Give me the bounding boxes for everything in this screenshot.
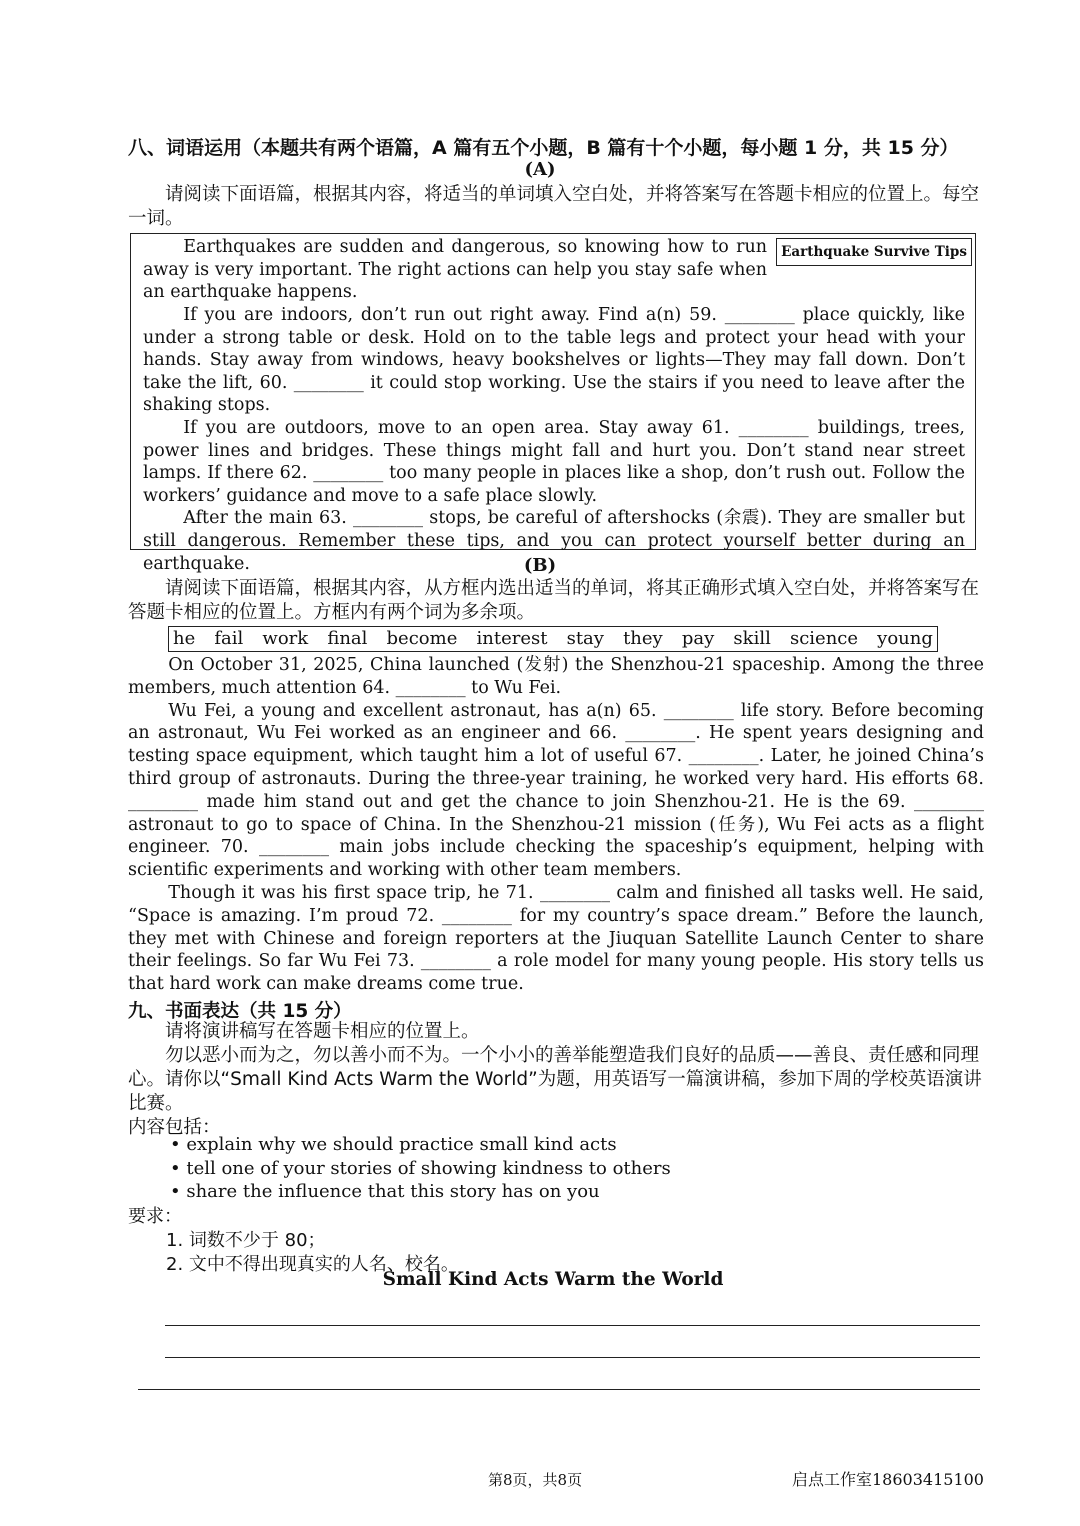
section-9-prompt: 勿以恶小而为之，勿以善小而不为。一个小小的善举能塑造我们良好的品质——善良、责任感和同理心。请你以“Small Kind Acts Warm the World”为题，用英语写一篇演讲稿，参加下周的学校英语演讲比赛。 (128, 1045, 982, 1114)
footer-page-number: 第8页，共8页 (488, 1471, 583, 1489)
requirement-item: 2. 文中不得出现真实的人名、校名。 (166, 1254, 459, 1275)
word-bank-item: become (386, 628, 458, 649)
passage-a-p3: If you are outdoors, move to an open area. Stay away 61. ________ buildings, trees, power lines and bridges. These things might fall and hurt you. Don’t stand near street lamps. If there 62. ________ too many people in places like a shop, don’t rush out. Follow the workers’ guidance and move to a safe place slowly. (143, 417, 965, 506)
word-bank-item: young (877, 628, 933, 649)
section-8-title: 八、词语运用（本题共有两个语篇，A 篇有五个小题，B 篇有十个小题，每小题 1 分，共 15 分） (128, 137, 959, 159)
requirements-label: 要求： (128, 1206, 182, 1227)
tips-title-box: Earthquake Survive Tips (776, 238, 972, 266)
passage-a-p2: If you are indoors, don’t run out right away. Find a(n) 59. ________ place quickly, like under a strong table or desk. Hold on to the table legs and protect your head with your hands. Stay away from windows, heavy bookshelves or lights—They may fall down. Don’t take the lift, 60. ________ it could stop working. Use the stairs if you need to leave after the shaking stops. (143, 305, 965, 416)
section-9-title: 九、书面表达（共 15 分） (128, 1001, 352, 1022)
word-bank-item: he (173, 628, 196, 649)
passage-a-paragraph-1 (143, 236, 767, 304)
bullet-item: • explain why we should practice small kind acts (170, 1133, 671, 1157)
bullet-item: • share the influence that this story has on you (170, 1180, 671, 1204)
word-bank-item: final (327, 628, 368, 649)
passage-a-body (143, 304, 965, 575)
part-b-label: (B) (523, 555, 557, 576)
writing-line[interactable] (165, 1325, 980, 1326)
part-a-passage-box (130, 233, 976, 574)
content-label: 内容包括： (128, 1117, 221, 1138)
section-9-body (128, 1020, 984, 1140)
word-bank-box (168, 626, 938, 652)
passage-b-p1: On October 31, 2025, China launched (发射) the Shenzhou-21 spaceship. Among the three members, much attention 64. ________ to Wu Fei. (128, 655, 984, 698)
essay-title: Small Kind Acts Warm the World (382, 1269, 724, 1290)
part-a-label: (A) (524, 159, 556, 180)
word-bank-item: interest (476, 628, 548, 649)
writing-line[interactable] (165, 1357, 980, 1358)
passage-b-body (128, 654, 984, 996)
word-bank-item: fail (214, 628, 244, 649)
part-b-instruction: 请阅读下面语篇，根据其内容，从方框内选出适当的单词，将其正确形式填入空白处，并将答案写在答题卡相应的位置上。方框内有两个词为多余项。 (128, 578, 980, 623)
passage-b-p3: Though it was his first space trip, he 71. ________ calm and finished all tasks well. He said, “Space is amazing. I’m proud 72. ________ for my country’s space dream.” Before the launch, they met with Chinese and foreign reporters at the Jiuquan Satellite Launch Center to share their feelings. So far Wu Fei 73. ________ a role model for many young people. His story tells us that hard work can make dreams come true. (128, 882, 984, 995)
requirements (128, 1205, 459, 1277)
word-bank-item: pay (681, 628, 715, 649)
word-bank-item: stay (566, 628, 604, 649)
requirement-item: 1. 词数不少于 80； (166, 1230, 326, 1251)
footer-studio: 启点工作室18603415100 (792, 1470, 984, 1489)
word-bank-item: they (623, 628, 663, 649)
part-a-instruction: 请阅读下面语篇，根据其内容，将适当的单词填入空白处，并将答案写在答题卡相应的位置上。每空一词。 (128, 184, 980, 229)
word-bank-item: skill (733, 628, 771, 649)
section-9-instruction: 请将演讲稿写在答题卡相应的位置上。 (165, 1021, 480, 1042)
passage-a-p1: Earthquakes are sudden and dangerous, so knowing how to run away is very important. The right actions can help you stay safe when an earthquake happens. (143, 237, 767, 303)
content-bullets (170, 1133, 671, 1204)
passage-b-p2: Wu Fei, a young and excellent astronaut, has a(n) 65. ________ life story. Before becoming an astronaut, Wu Fei worked as an engineer and 66. ________. He spent years designing and testing space equipment, which taught him a lot of useful 67. ________. Later, he joined China’s third group of astronauts. During the three-year training, he worked very hard. His efforts 68. ________ made him stand out and get the chance to join Shenzhou-21. He is the 69. ________ astronaut to go to space of China. In the Shenzhou-21 mission (任务), Wu Fei acts as a flight engineer. 70. ________ main jobs include checking the spaceship’s equipment, helping with scientific experiments and working with other team members. (128, 700, 984, 881)
writing-line[interactable] (138, 1389, 980, 1390)
passage-a-p4: After the main 63. ________ stops, be careful of aftershocks (余震). They are smaller but still dangerous. Remember these tips, and you can protect yourself better during an earthquake. (143, 508, 965, 574)
word-bank-item: science (789, 628, 859, 649)
word-bank-item: work (262, 628, 309, 649)
bullet-item: • tell one of your stories of showing kindness to others (170, 1157, 671, 1181)
